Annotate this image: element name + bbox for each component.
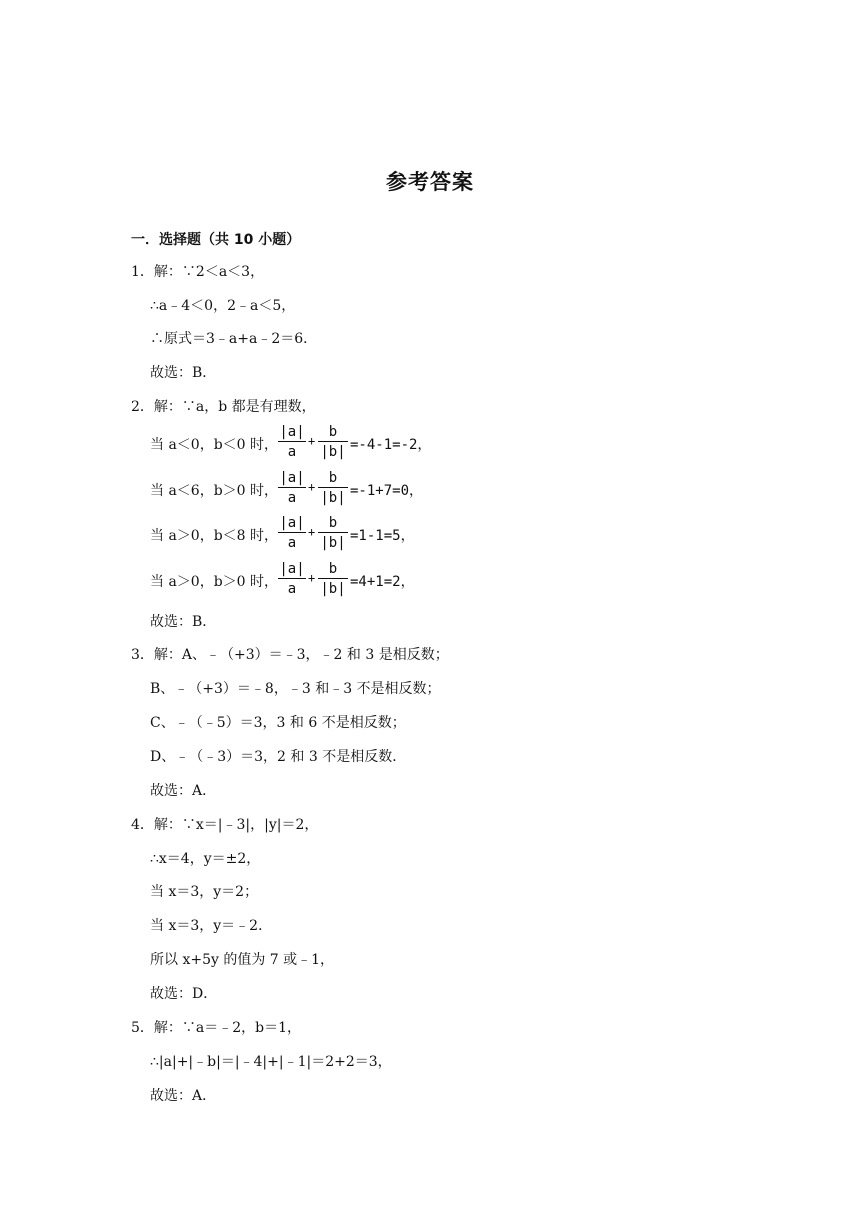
page-title: 参考答案 (386, 170, 474, 194)
fraction-formula (278, 470, 438, 508)
plus-sign: + (308, 480, 316, 494)
fraction-numerator: |a| (279, 470, 305, 486)
q5-answer: 故选：A． (150, 1088, 217, 1104)
formula-result: =4+1=2， (350, 574, 415, 590)
fraction-numerator: b (318, 470, 348, 488)
q5-line-1: 5．解：∵a＝﹣2，b＝1， (131, 1020, 302, 1036)
q2-case-condition: 当 a＜0，b＜0 时， (150, 437, 279, 453)
fraction-denominator: |b| (320, 490, 346, 506)
plus-sign: + (308, 525, 316, 539)
q5-line-2: ∴|a|+|﹣b|＝|﹣4|+|﹣1|＝2+2＝3， (150, 1054, 392, 1070)
q3-line-2: B、﹣（+3）＝﹣8，﹣3 和﹣3 不是相反数； (150, 681, 441, 697)
fraction-denominator: a (287, 490, 297, 506)
fraction-denominator: |b| (320, 581, 346, 597)
fraction-numerator: |a| (279, 515, 305, 531)
q4-line-3: 当 x＝3，y＝2； (150, 884, 259, 900)
q4-line-2: ∴x＝4，y＝±2， (150, 851, 261, 867)
fraction-formula (278, 561, 438, 599)
q3-line-3: C、﹣（﹣5）＝3，3 和 6 不是相反数； (150, 715, 406, 731)
q2-case-condition: 当 a＞0，b＜8 时， (150, 528, 279, 544)
plus-sign: + (308, 571, 316, 585)
formula-result: =1-1=5， (350, 528, 415, 544)
fraction-formula (278, 424, 438, 462)
q2-case-condition: 当 a＞0，b＞0 时， (150, 574, 279, 590)
q4-line-5: 所以 x+5y 的值为 7 或﹣1， (150, 952, 335, 968)
q4-line-1: 4．解：∵x＝|﹣3|，|y|＝2， (131, 817, 319, 833)
fraction-numerator: b (318, 561, 348, 579)
formula-result: =-1+7=0， (350, 483, 424, 499)
q3-line-4: D、﹣（﹣3）＝3，2 和 3 不是相反数． (150, 749, 407, 765)
fraction-denominator: |b| (320, 535, 346, 551)
q2-line-1: 2．解：∵a，b 都是有理数， (131, 399, 316, 415)
plus-sign: + (308, 434, 316, 448)
q2-answer: 故选：B． (150, 614, 217, 630)
q1-line-3: ∴原式＝3﹣a+a﹣2＝6． (150, 331, 318, 347)
q4-answer: 故选：D． (150, 986, 218, 1002)
fraction-denominator: a (287, 535, 297, 551)
q3-answer: 故选：A． (150, 783, 217, 799)
section-heading: 一．选择题（共 10 小题） (131, 232, 301, 248)
fraction-numerator: b (318, 424, 348, 442)
q1-line-1: 1．解：∵2＜a＜3， (131, 264, 265, 280)
fraction-formula (278, 515, 438, 553)
q4-line-4: 当 x＝3，y＝﹣2． (150, 918, 273, 934)
fraction-numerator: b (318, 515, 348, 533)
fraction-denominator: |b| (320, 444, 346, 460)
q2-case-condition: 当 a＜6，b＞0 时， (150, 483, 279, 499)
fraction-numerator: |a| (279, 561, 305, 577)
fraction-denominator: a (287, 581, 297, 597)
q3-line-1: 3．解：A、﹣（+3）＝﹣3，﹣2 和 3 是相反数； (131, 647, 449, 663)
q1-line-2: ∴a﹣4＜0，2﹣a＜5， (150, 298, 296, 314)
fraction-numerator: |a| (279, 424, 305, 440)
q1-answer: 故选：B． (150, 365, 217, 381)
formula-result: =-4-1=-2， (350, 437, 432, 453)
fraction-denominator: a (287, 444, 297, 460)
